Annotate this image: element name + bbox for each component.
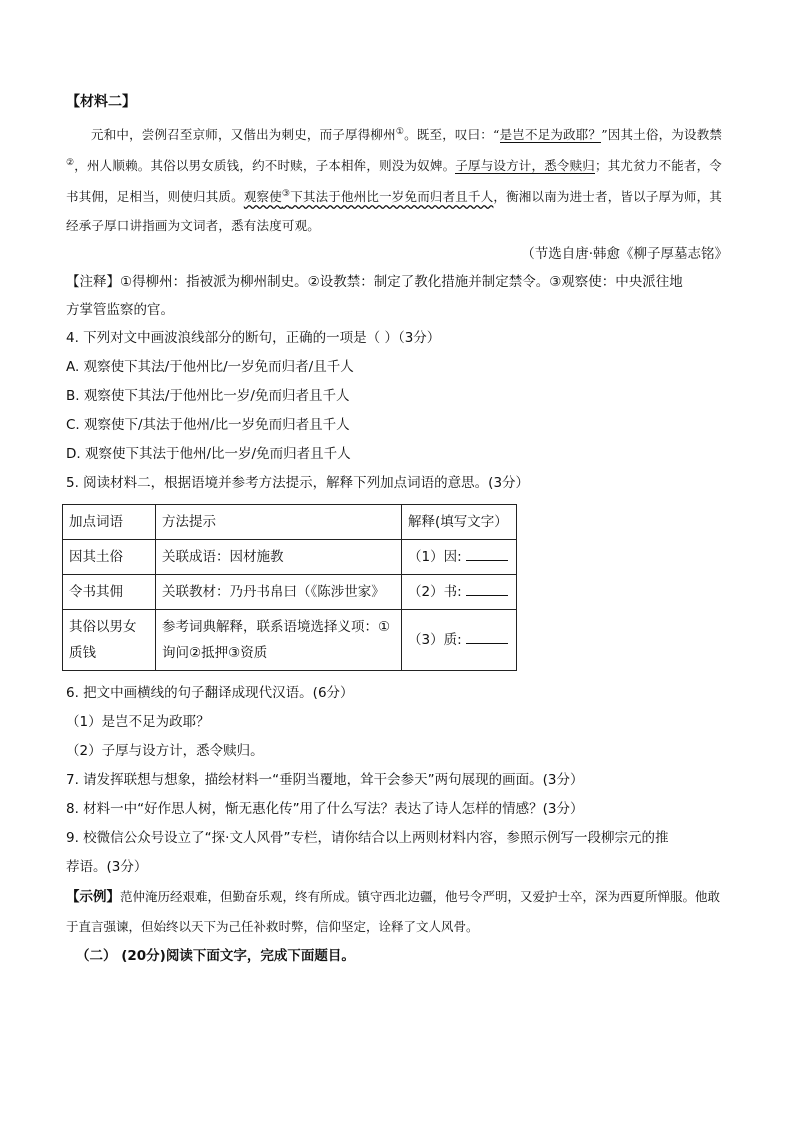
- table-row: [63, 610, 517, 671]
- footnote-mark: ③: [281, 189, 291, 200]
- question-6-sub-2: （2）子厚与设方计，悉令赎归。: [66, 743, 264, 760]
- wavy-underlined-phrase: 观察使③下其法于他州比一岁免而归者且千人: [243, 189, 494, 205]
- footnote-mark: ②: [66, 158, 75, 169]
- part-two-heading: （二） (20分)阅读下面文字，完成下面题目。: [76, 948, 355, 965]
- annotation-line: 方掌管监察的官。: [66, 302, 174, 319]
- answer-blank[interactable]: [466, 581, 508, 596]
- question-6-stem: 6. 把文中画横线的句子翻译成现代汉语。(6分）: [66, 685, 354, 702]
- question-9-stem: 9. 校微信公众号设立了“探·文人风骨”专栏，请你结合以上两则材料内容，参照示例写一段柳宗元的推: [66, 830, 669, 847]
- document-page: [66, 92, 728, 971]
- passage-text: ，衡湘以南为进士者，皆以子厚为师，其经承子厚口讲指画为文词者，悉有法度可观。: [66, 189, 723, 234]
- example-text: 范仲淹历经艰难，但勤奋乐观，终有所成。镇守西北边疆，他号令严明，又爱护士卒，深为西夏所惮服。他敢于直言强谏，但始终以天下为己任补救时弊，信仰坚定，诠释了文人风骨。: [66, 889, 721, 935]
- question-9-stem-cont: 荐语。(3分）: [66, 859, 148, 876]
- underlined-sentence-1: 是岂不足为政耶？: [499, 127, 602, 143]
- table-cell-hint: 关联教材：乃丹书帛曰（《陈涉世家》: [156, 575, 402, 610]
- annotation-line: 【注释】①得柳州：指被派为柳州制史。②设教禁：制定了教化措施并制定禁令。③观察使：中央派往地: [66, 274, 683, 291]
- table-row: [63, 575, 517, 610]
- passage-text: ”因其土俗，为设教禁: [601, 127, 723, 143]
- table-header-row: [63, 505, 517, 540]
- question-4-option-d: D. 观察使下其法于他州/比一岁/免而归者且千人: [66, 446, 351, 463]
- question-5-stem: 5. 阅读材料二，根据语境并参考方法提示，解释下列加点词语的意思。(3分）: [66, 475, 530, 492]
- question-4-option-c: C. 观察使下/其法于他州/比一岁免而归者且千人: [66, 417, 350, 434]
- table-header-cell: 加点词语: [63, 505, 156, 540]
- material-two-passage: [66, 118, 728, 240]
- table-cell-answer: （2）书:: [402, 575, 517, 610]
- question-4-option-a: A. 观察使下其法/于他州比/一岁免而归者/且千人: [66, 359, 354, 376]
- passage-text: 元和中，尝例召至京师，又偕出为刺史，而子厚得柳州: [91, 127, 396, 143]
- table-cell-answer: （1）因:: [402, 540, 517, 575]
- table-cell-word: 因其土俗: [63, 540, 156, 575]
- example-label: 【示例】: [66, 889, 120, 906]
- passage-text: ，州人顺赖。其俗以男女质钱，约不时赎，子本相侔，则没为奴婢。: [74, 158, 456, 174]
- question-6-sub-1: （1）是岂不足为政耶？: [66, 714, 210, 731]
- table-header-cell: 解释(填写文字）: [402, 505, 517, 540]
- underlined-sentence-2: 子厚与设方计，悉令赎归: [455, 158, 595, 174]
- question-8-stem: 8. 材料一中“好作思人树，惭无惠化传”用了什么写法？表达了诗人怎样的情感？(3分）: [66, 801, 584, 818]
- question-5-table: [62, 504, 517, 671]
- footnote-mark: ①: [395, 127, 405, 137]
- table-cell-answer: （3）质:: [402, 610, 517, 671]
- table-cell-hint: 参考词典解释，联系语境选择义项：①询问②抵押③资质: [156, 610, 402, 671]
- table-row: [63, 540, 517, 575]
- passage-text: 。既至，叹曰：“: [404, 127, 500, 143]
- question-4-option-b: B. 观察使下其法/于他州比一岁/免而归者且千人: [66, 388, 350, 405]
- passage-source: （节选自唐·韩愈《柳子厚墓志铭》: [521, 246, 728, 263]
- question-9-example: [66, 882, 728, 941]
- table-cell-word: 其俗以男女质钱: [63, 610, 156, 671]
- material-two-title: 【材料二】: [66, 94, 136, 110]
- answer-blank[interactable]: [466, 629, 508, 644]
- table-cell-hint: 关联成语：因材施教: [156, 540, 402, 575]
- question-4-stem: 4. 下列对文中画波浪线部分的断句，正确的一项是（ ）（3分）: [66, 330, 441, 347]
- answer-blank[interactable]: [466, 546, 508, 561]
- table-header-cell: 方法提示: [156, 505, 402, 540]
- table-cell-word: 令书其佣: [63, 575, 156, 610]
- question-7-stem: 7. 请发挥联想与想象，描绘材料一“垂阴当覆地，耸干会参天”两句展现的画面。(3分）: [66, 772, 584, 789]
- passage-text: ；其尤贫力不能者，令书其佣，足相当，则使归其质。: [66, 158, 723, 205]
